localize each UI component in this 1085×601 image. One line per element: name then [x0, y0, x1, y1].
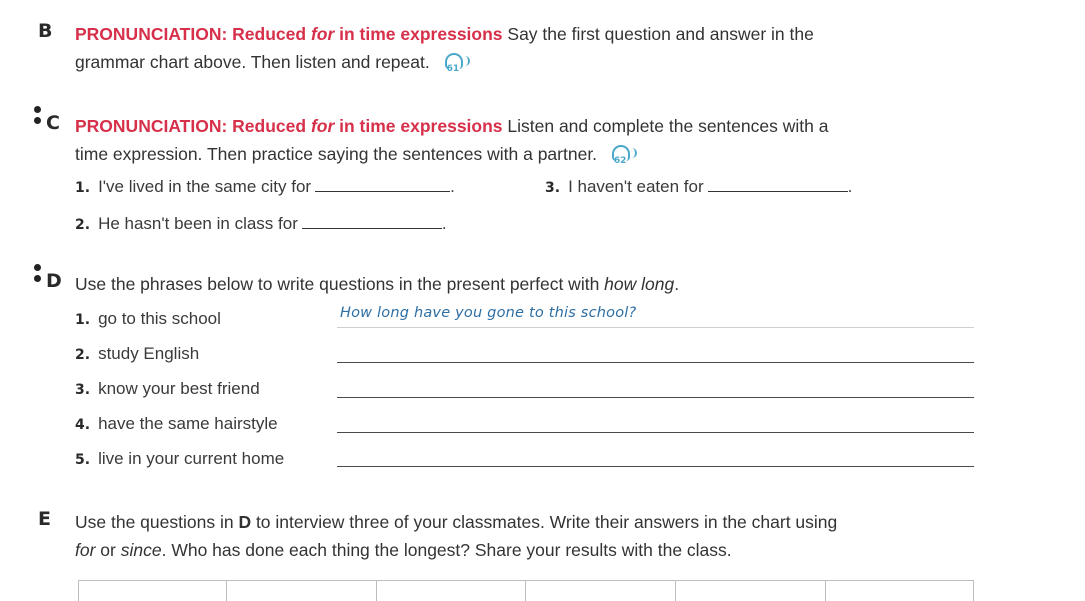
section-b-text	[75, 20, 1005, 76]
answer-line[interactable]	[337, 397, 974, 398]
section-d	[38, 270, 1048, 310]
list-item: 2. He hasn't been in class for .	[75, 214, 447, 233]
section-letter-b: B	[38, 20, 53, 42]
answer-blank[interactable]	[708, 175, 848, 192]
section-letter-c: C	[46, 112, 60, 134]
answer-line	[337, 327, 974, 328]
section-e-instruction: Use the questions in D to interview three of your classmates. Write their answers in the chart using for or since. Who has done each thing the longest? Share your results with the class.	[75, 512, 838, 560]
list-item: 1. go to this school	[75, 309, 221, 328]
list-item: 5. live in your current home	[75, 449, 285, 468]
list-item: 2. study English	[75, 344, 200, 363]
answer-blank[interactable]	[315, 175, 450, 192]
section-b-instruction-line2: grammar chart above. Then listen and repeat.	[75, 52, 430, 72]
section-c-instruction-line2: time expression. Then practice saying the sentences with a partner.	[75, 144, 598, 164]
section-letter-e: E	[38, 508, 51, 530]
audio-track-icon[interactable]	[608, 144, 638, 167]
section-b-heading: PRONUNCIATION: Reduced for in time expressions	[75, 24, 503, 44]
pair-work-icon	[34, 264, 42, 286]
answer-line[interactable]	[337, 466, 974, 467]
audio-track-icon[interactable]	[441, 52, 471, 75]
section-c-heading: PRONUNCIATION: Reduced for in time expressions	[75, 116, 503, 136]
section-letter-d: D	[46, 270, 62, 292]
answer-line[interactable]	[337, 432, 974, 433]
section-e	[38, 508, 1048, 568]
list-item: 1. I've lived in the same city for .	[75, 177, 455, 196]
section-b	[38, 20, 1048, 80]
results-chart	[78, 580, 974, 601]
audio-track-number: 62	[613, 156, 627, 167]
section-b-instruction-line1: Say the first question and answer in the	[502, 24, 814, 44]
section-d-instruction: Use the phrases below to write questions in the present perfect with how long.	[75, 274, 680, 294]
section-c-instruction-line1: Listen and complete the sentences with a	[502, 116, 829, 136]
list-item: 3. I haven't eaten for .	[545, 177, 853, 196]
answer-blank[interactable]	[302, 212, 442, 229]
audio-track-number: 61	[446, 64, 460, 75]
example-answer: How long have you gone to this school?	[340, 305, 637, 321]
list-item: 4. have the same hairstyle	[75, 414, 278, 433]
pair-work-icon	[34, 106, 42, 128]
answer-line[interactable]	[337, 362, 974, 363]
list-item: 3. know your best friend	[75, 379, 260, 398]
section-c-text	[75, 112, 1005, 168]
